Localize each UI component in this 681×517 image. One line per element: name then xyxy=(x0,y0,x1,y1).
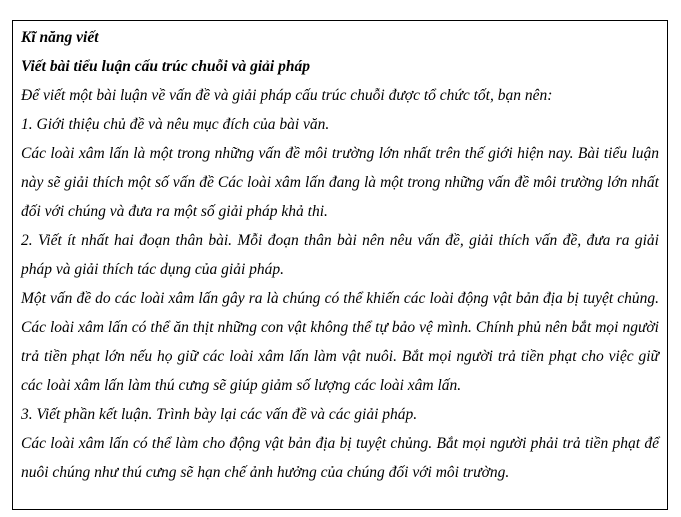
step-2-instruction: 2. Viết ít nhất hai đoạn thân bài. Mỗi đoạn thân bài nên nêu vấn đề, giải thích vấn đề, đưa ra giải pháp và giải thích tác dụng của giải pháp. xyxy=(21,232,659,278)
step-1-instruction: 1. Giới thiệu chủ đề và nêu mục đích của bài văn. xyxy=(21,116,330,133)
writing-skills-box xyxy=(12,20,668,510)
step-3-example: Các loài xâm lấn có thể làm cho động vật bản địa bị tuyệt chủng. Bắt mọi người phải trả tiền phạt để nuôi chúng như thú cưng sẽ hạn chế ảnh hưởng của chúng đối với môi trường. xyxy=(21,435,659,481)
step-3-instruction: 3. Viết phần kết luận. Trình bày lại các vấn đề và các giải pháp. xyxy=(21,406,418,423)
step-2-example: Một vấn đề do các loài xâm lấn gây ra là chúng có thể khiến các loài động vật bản địa bị tuyệt chủng. Các loài xâm lấn có thể ăn thịt những con vật không thể tự bảo vệ mình. Chính phủ nên bắt mọi người trả tiền phạt lớn nếu họ giữ các loài xâm lấn làm vật nuôi. Bắt mọi người trả tiền phạt cho việc giữ các loài xâm lấn làm thú cưng sẽ giúp giảm số lượng các loài xâm lấn. xyxy=(21,290,659,394)
page-title: Viết bài tiểu luận cấu trúc chuỗi và giải pháp xyxy=(21,58,310,75)
section-label: Kĩ năng viết xyxy=(21,29,99,46)
intro-text: Để viết một bài luận về vấn đề và giải pháp cấu trúc chuỗi được tổ chức tốt, bạn nên: xyxy=(21,87,553,104)
step-1-example: Các loài xâm lấn là một trong những vấn đề môi trường lớn nhất trên thế giới hiện nay. Bài tiểu luận này sẽ giải thích một số vấn đề Các loài xâm lấn đang là một trong những vấn đề môi trường lớn nhất đối với chúng và đưa ra một số giải pháp khả thi. xyxy=(21,145,659,220)
